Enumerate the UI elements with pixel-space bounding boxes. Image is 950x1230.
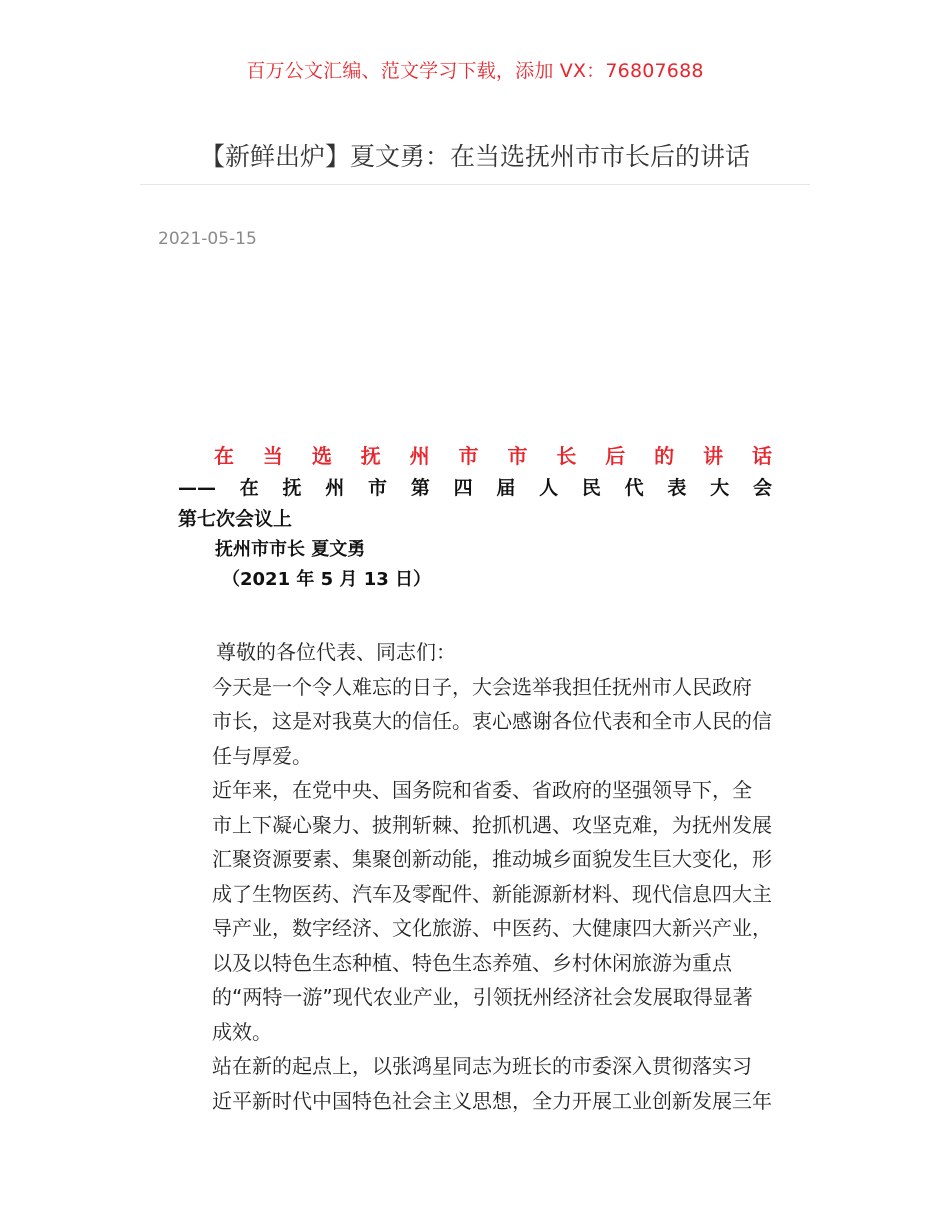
subtitle-char: 州 xyxy=(325,477,345,499)
subtitle-char: 表 xyxy=(667,477,687,499)
speech-date: （2021 年 5 月 13 日） xyxy=(222,569,432,590)
title-divider xyxy=(140,184,810,185)
paragraph-line: 站在新的起点上，以张鸿星同志为班长的市委深入贯彻落实习 xyxy=(212,1054,752,1078)
paragraph-line: 汇聚资源要素、集聚创新动能，推动城乡面貌发生巨大变化，形 xyxy=(212,847,772,871)
article-title: 【新鲜出炉】夏文勇：在当选抚州市市长后的讲话 xyxy=(199,142,750,171)
speech-body xyxy=(178,635,772,1118)
paragraph-line: 近年来，在党中央、国务院和省委、省政府的坚强领导下，全 xyxy=(212,778,752,802)
subtitle-char: 在 xyxy=(239,477,259,499)
article-content xyxy=(178,440,772,1118)
speech-title-char: 当 xyxy=(262,444,283,468)
subtitle-char: 代 xyxy=(624,477,644,499)
speech-title xyxy=(178,440,772,472)
paragraph-line: 成效。 xyxy=(212,1019,272,1044)
greeting-paragraph: 尊敬的各位代表、同志们： xyxy=(216,640,456,664)
speech-title-char: 后 xyxy=(605,444,626,468)
speech-title-char: 在 xyxy=(214,444,234,468)
paragraph-line: 近平新时代中国特色社会主义思想，全力开展工业创新发展三年 xyxy=(212,1088,772,1113)
subtitle-char: 第 xyxy=(410,477,430,499)
publish-date: 2021-05-15 xyxy=(158,229,257,249)
subtitle-char: —— xyxy=(178,477,216,499)
speech-title-char: 讲 xyxy=(703,444,724,468)
speech-title-char: 州 xyxy=(409,444,430,468)
subtitle-char: 四 xyxy=(453,477,473,499)
paragraph-line: 以及以特色生态种植、特色生态养殖、乡村休闲旅游为重点 xyxy=(212,950,732,975)
speech-subtitle xyxy=(178,472,772,504)
body-paragraph xyxy=(178,1049,772,1118)
speech-title-char: 抚 xyxy=(360,444,381,468)
subtitle-char: 抚 xyxy=(282,477,302,499)
download-banner: 百万公文汇编、范文学习下载，添加 VX：76807688 xyxy=(246,60,704,82)
subtitle-char: 人 xyxy=(539,477,559,499)
paragraph-line: 导产业，数字经济、文化旅游、中医药、大健康四大新兴产业， xyxy=(212,916,772,940)
paragraph-line: 市上下凝心聚力、披荆斩棘、抢抓机遇、攻坚克难，为抚州发展 xyxy=(212,812,772,837)
paragraph-line: 任与厚爱。 xyxy=(212,743,312,768)
subtitle-char: 民 xyxy=(581,477,601,499)
speech-title-char: 选 xyxy=(311,444,332,468)
body-paragraph xyxy=(178,670,772,774)
subtitle-char: 届 xyxy=(496,477,516,499)
paragraph-line: 的“两特一游”现代农业产业，引领抚州经济社会发展取得显著 xyxy=(212,985,753,1009)
paragraph-line: 市长，这是对我莫大的信任。衷心感谢各位代表和全市人民的信 xyxy=(212,709,772,733)
paragraph-line: 成了生物医药、汽车及零配件、新能源新材料、现代信息四大主 xyxy=(212,881,772,906)
speech-title-char: 市 xyxy=(458,444,479,468)
speech-title-char: 的 xyxy=(654,444,675,468)
paragraph-line: 今天是一个令人难忘的日子，大会选举我担任抚州市人民政府 xyxy=(212,674,752,699)
speech-subtitle-continued: 第七次会议上 xyxy=(178,508,293,530)
subtitle-char: 会 xyxy=(752,477,772,499)
body-paragraph xyxy=(178,773,772,1049)
speech-title-char: 话 xyxy=(751,444,772,468)
speech-title-char: 市 xyxy=(507,444,528,468)
speech-title-char: 长 xyxy=(556,444,577,468)
speaker-line: 抚州市市长 夏文勇 xyxy=(215,539,366,560)
subtitle-char: 市 xyxy=(368,477,388,499)
subtitle-char: 大 xyxy=(710,477,730,499)
